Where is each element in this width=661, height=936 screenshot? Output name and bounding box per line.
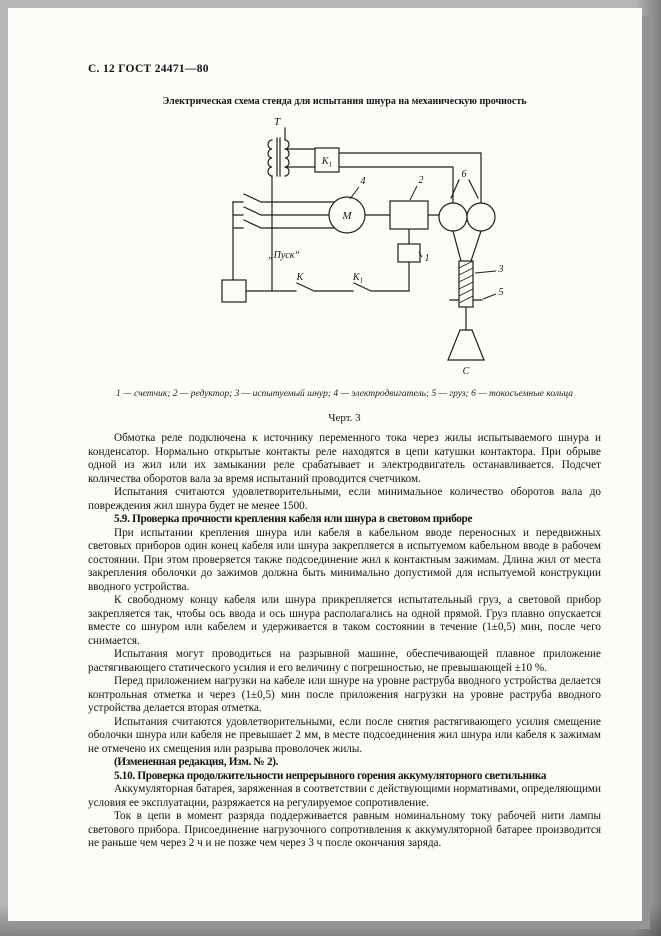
- paragraph-test-criteria-revolutions: Испытания считаются удовлетворительными, если минимальное количество оборотов вала до повреждения жил шнура будет не менее 1500.: [88, 486, 601, 512]
- test-cord: [459, 261, 473, 307]
- transformer-label: Т: [273, 116, 281, 128]
- document-page: [8, 8, 642, 921]
- diagram-components: [222, 148, 495, 360]
- figure-number: Черт. 3: [328, 412, 361, 424]
- callout-1: 1: [424, 253, 430, 264]
- transformer-winding-left: [268, 140, 272, 176]
- callout-4: 4: [360, 176, 366, 187]
- callout-3: 3: [498, 264, 504, 275]
- contact-k-label: К: [296, 272, 304, 283]
- paragraph-amended-edition: (Измененная редакция, Изм. № 2).: [114, 756, 279, 768]
- control-wire: [246, 262, 409, 291]
- transformer-winding-right: [285, 140, 289, 176]
- callout-6: 6: [461, 169, 467, 180]
- figure-caption: 1 — счетчик; 2 — редуктор; 3 — испытуемый шнур; 4 — электродвигатель; 5 — груз; 6 — токосъемные кольца: [116, 389, 573, 399]
- page-header: С. 12 ГОСТ 24471—80: [88, 63, 209, 75]
- weight-symbol: [448, 330, 484, 360]
- slip-ring-feed-left: [339, 167, 453, 203]
- paragraph-test-criteria-displacement: Испытания считаются удовлетворительными, если после снятия растягивающего усилия смещение оболочки шнура или кабеля не превышает 2 мм, в месте подсоединения жил шнура или кабеля к зажимам не отмечено их смещения или разрыва проволочек жилы.: [88, 715, 601, 755]
- phase-line-2: [233, 207, 330, 215]
- contactor-coil-box: [222, 280, 246, 302]
- figure-title: Электрическая схема стенда для испытания шнура на механическую прочность: [162, 96, 527, 107]
- slip-ring-right: [467, 203, 495, 231]
- secondary-leads: [285, 149, 315, 167]
- paragraph-discharge-current: Ток в цепи в момент разряда поддерживается равным номинальному току рабочей нити лампы светового прибора. Присоединение нагрузочного сопротивления к аккумуляторной батарее производится не раньше чем через 2 ч и не позже чем через 3 ч после окончания заряда.: [88, 810, 601, 849]
- paragraph-relay-winding: Обмотка реле подключена к источнику переменного тока через жилы испытываемого шнура и конденсатор. Нормально открытые контакты реле находятся в цепи катушки контактора. При обрыве одной из жил или их замыкании реле срабатывает и электродвигатель останавливается. Подсчет количества оборотов вала за время испытаний проводится счетчиком.: [88, 432, 601, 485]
- reducer-box: [390, 201, 428, 229]
- callout-5: 5: [498, 287, 504, 298]
- phase-line-1: [233, 194, 336, 202]
- callout-6-bracket: [451, 180, 478, 198]
- phase-line-3: [233, 220, 336, 228]
- paragraph-cable-entry-test: При испытании крепления шнура или кабеля в кабельном вводе переносных и передвижных световых приборов один конец кабеля или шнура закрепляется в испытуемом кабельном вводе в рабочем состоянии. При этом проверяется также подсоединение жил к контактным зажимам. Длина жил от места закрепления оболочки до зажимов должна быть минимально допустимой для испытуемой конструкции вводного устройства.: [88, 526, 601, 593]
- contact-k1-label: $К_1$: [352, 272, 364, 285]
- start-button-label: „Пуск“: [268, 250, 300, 261]
- body-text: [88, 432, 601, 851]
- callout-2: 2: [418, 175, 424, 186]
- paragraph-tensile-machine: Испытания могут проводиться на разрывной машине, обеспечивающей плавное приложение растягивающего статического усилия и его величину с погрешностью, не превышающей ±10 %.: [88, 648, 601, 674]
- motor-label: М: [342, 210, 352, 222]
- circuit-diagram: [216, 112, 516, 380]
- paragraph-control-mark: Перед приложением нагрузки на кабеле или шнуре на уровне раструба вводного устройства делается контрольная отметка и через (1±0,5) мин после приложения нагрузки на уровне раструба вводного устройства делается вторая отметка.: [88, 675, 601, 714]
- section-heading-5-9: 5.9. Проверка прочности крепления кабеля или шнура в световом приборе: [114, 513, 473, 525]
- paragraph-test-weight: К свободному концу кабеля или шнура прикрепляется испытательный груз, а световой прибор закрепляется так, чтобы ось ввода и ось шнура располагались на одной прямой. Груз плавно опускается вместе со шнуром или кабелем и удерживается в таком состоянии в течение (1±0,5) мин, после чего снимается.: [88, 594, 601, 647]
- paragraph-battery-charge: Аккумуляторная батарея, заряженная в соответствии с действующими нормативами, определяющими условия ее эксплуатации, разряжается на регулируемое сопротивление.: [88, 783, 601, 809]
- slip-ring-left: [439, 203, 467, 231]
- cord-suspension: [453, 231, 481, 261]
- relay-box-label: $К_1$: [321, 156, 333, 169]
- counter-box: [398, 244, 420, 262]
- transformer-core: [277, 138, 280, 176]
- section-heading-5-10: 5.10. Проверка продолжительности непрерывного горения аккумуляторного светильника: [114, 769, 547, 782]
- weight-label: С: [462, 366, 470, 377]
